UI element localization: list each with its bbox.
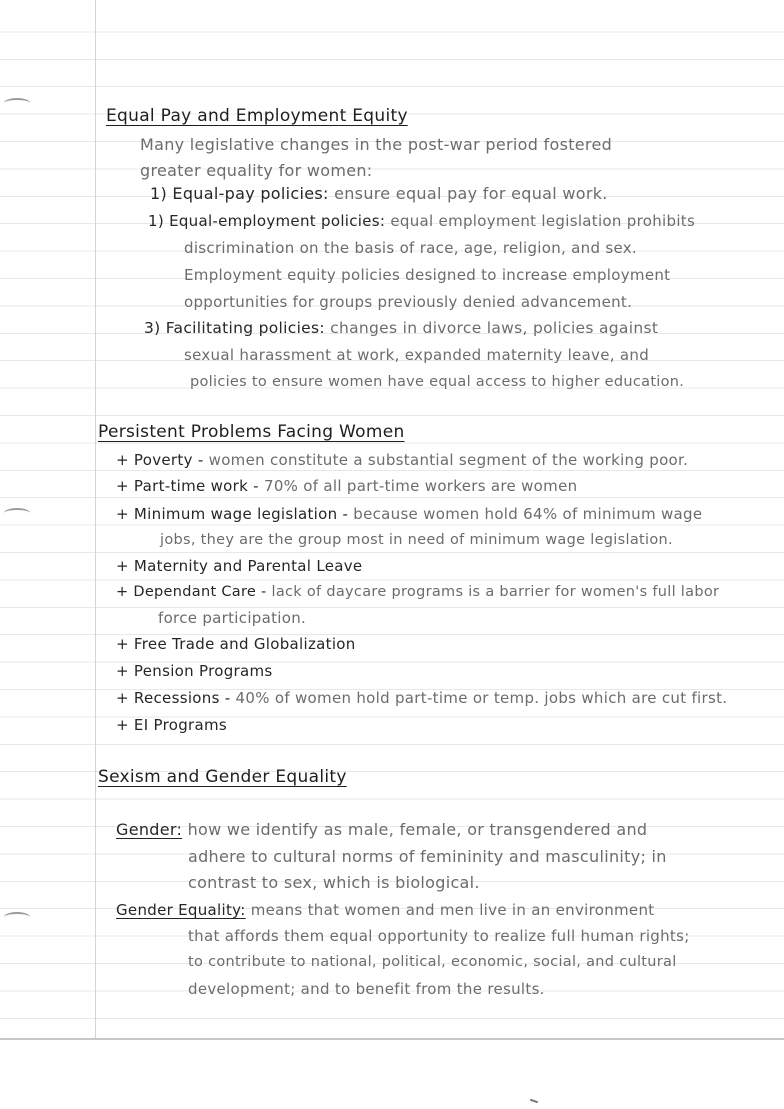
- intro-line: greater equality for women:: [140, 161, 373, 180]
- definition-continuation: contrast to sex, which is biological.: [188, 873, 480, 892]
- scan-background: [0, 1040, 784, 1109]
- item-lead: 3) Facilitating policies:: [144, 319, 325, 337]
- item-text: 70% of all part-time workers are women: [263, 477, 578, 495]
- item-lead: 1) Equal-employment policies:: [148, 212, 386, 230]
- item-continuation: policies to ensure women have equal access to higher education.: [190, 374, 685, 390]
- item-continuation: force participation.: [158, 609, 307, 627]
- binder-hole-mark: [4, 912, 30, 922]
- item-lead: + Dependant Care -: [116, 584, 267, 600]
- list-item: [144, 318, 658, 338]
- item-text: equal employment legislation prohibits: [390, 212, 696, 230]
- margin-line: [95, 0, 96, 1040]
- definition-gender-equality: [116, 900, 654, 920]
- definition-term: Gender:: [116, 820, 183, 839]
- item-continuation: jobs, they are the group most in need of minimum wage legislation.: [160, 532, 673, 548]
- list-item: + Free Trade and Globalization: [116, 635, 356, 653]
- item-lead: + Poverty -: [116, 451, 204, 469]
- list-item: [116, 582, 719, 602]
- item-text: lack of daycare programs is a barrier for women's full labor: [271, 584, 720, 600]
- item-text: ensure equal pay for equal work.: [334, 184, 608, 203]
- list-item: + Maternity and Parental Leave: [116, 557, 363, 575]
- list-item: [116, 688, 727, 708]
- section-title-problems: Persistent Problems Facing Women: [98, 422, 405, 442]
- definition-text: how we identify as male, female, or transgendered and: [187, 820, 648, 839]
- item-continuation: discrimination on the basis of race, age, religion, and sex.: [184, 239, 637, 257]
- list-item: [116, 450, 688, 470]
- binder-hole-mark: [4, 508, 30, 518]
- list-item: + EI Programs: [116, 716, 228, 734]
- intro-line: Many legislative changes in the post-war period fostered: [140, 135, 613, 154]
- item-text: because women hold 64% of minimum wage: [353, 505, 703, 523]
- definition-term: Gender Equality:: [116, 901, 246, 919]
- item-lead: 1) Equal-pay policies:: [150, 184, 329, 203]
- item-lead: + Minimum wage legislation -: [116, 505, 349, 523]
- definition-continuation: development; and to benefit from the results.: [188, 980, 545, 998]
- list-item: + Pension Programs: [116, 662, 273, 680]
- item-text: changes in divorce laws, policies against: [330, 319, 659, 337]
- section-title-equal-pay: Equal Pay and Employment Equity: [106, 106, 408, 126]
- item-continuation: sexual harassment at work, expanded maternity leave, and: [184, 346, 650, 364]
- item-lead: + Recessions -: [116, 689, 231, 707]
- definition-continuation: to contribute to national, political, economic, social, and cultural: [188, 954, 677, 970]
- item-lead: + Part-time work -: [116, 477, 259, 495]
- section-title-sexism: Sexism and Gender Equality: [98, 767, 347, 787]
- definition-text: means that women and men live in an environment: [250, 901, 655, 919]
- item-continuation: opportunities for groups previously denied advancement.: [184, 293, 633, 311]
- list-item: [148, 211, 695, 231]
- list-item: [116, 476, 577, 496]
- list-item: [116, 504, 702, 524]
- definition-gender: [116, 820, 647, 840]
- item-text: 40% of women hold part-time or temp. jobs which are cut first.: [235, 689, 728, 707]
- definition-continuation: adhere to cultural norms of femininity and masculinity; in: [188, 847, 667, 866]
- item-continuation: Employment equity policies designed to increase employment: [184, 266, 671, 284]
- definition-continuation: that affords them equal opportunity to realize full human rights;: [188, 927, 690, 945]
- item-text: women constitute a substantial segment of the working poor.: [208, 451, 689, 469]
- list-item: [150, 184, 608, 204]
- binder-hole-mark: [4, 98, 30, 108]
